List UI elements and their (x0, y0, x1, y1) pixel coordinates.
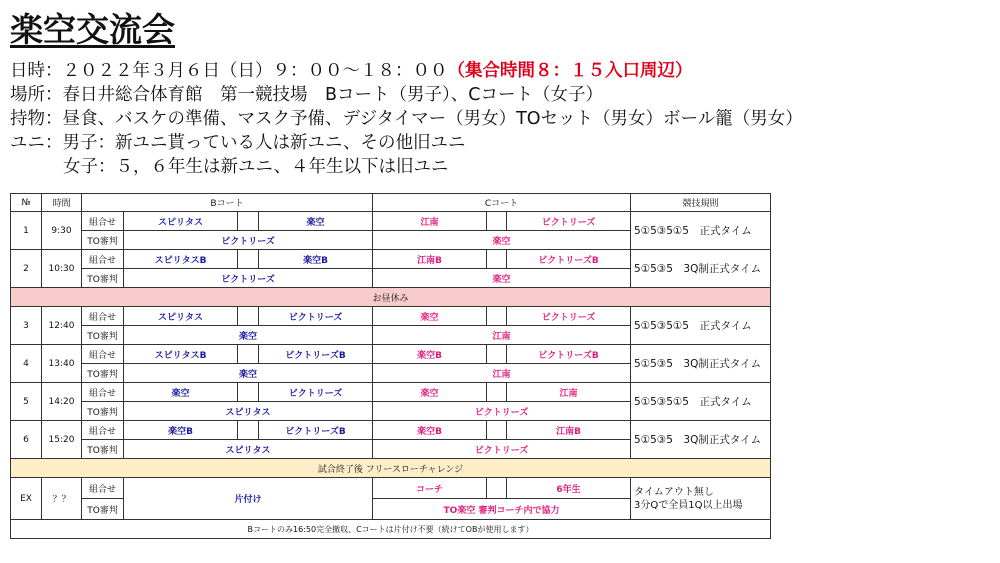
vs-spacer (238, 212, 259, 231)
c-court-to-team: ビクトリーズ (373, 402, 631, 421)
b-court-to-team: 楽空 (124, 364, 373, 383)
c-court-away-team: ビクトリーズB (507, 250, 631, 269)
match-label: 組合せ (82, 421, 124, 440)
page-title: 楽空交流会 (10, 10, 175, 49)
game-time: 10:30 (42, 250, 82, 288)
header-no: № (11, 194, 42, 212)
c-court-home-team: 楽空 (373, 383, 487, 402)
to-label: TO審判 (82, 326, 124, 345)
c-court-to-team: 江南 (373, 364, 631, 383)
c-court-to-team: ビクトリーズ (373, 440, 631, 459)
table-row (11, 383, 771, 402)
vs-spacer (238, 345, 259, 364)
table-row (11, 421, 771, 440)
vs-spacer (487, 345, 507, 364)
c-court-away-team: 6年生 (507, 478, 631, 499)
uniform-boys-line: ユニ：男子：新ユニ貰っている人は新ユニ、その他旧ユニ (10, 133, 466, 153)
b-court-home-team: 楽空B (124, 421, 238, 440)
header-c-court: Cコート (373, 194, 631, 212)
b-court-home-team: スピリタス (124, 212, 238, 231)
vs-spacer (238, 250, 259, 269)
lunch-break: お昼休み (11, 288, 771, 307)
items-line: 持物：昼食、バスケの準備、マスク予備、デジタイマー（男女）TOセット（男女）ボール籠（男女） (10, 109, 803, 129)
datetime-line (10, 60, 693, 82)
b-court-cleanup: 片付け (124, 478, 373, 520)
b-court-home-team: スピリタス (124, 307, 238, 326)
game-rules: 5①5③5 3Q制正式タイム (631, 345, 771, 383)
game-time: 15:20 (42, 421, 82, 459)
c-court-away-team: 江南B (507, 421, 631, 440)
schedule-table (10, 193, 771, 539)
c-court-to-team: TO楽空 審判コーチ内で協力 (373, 499, 631, 520)
gather-time-note: （集合時間８：１５入口周辺） (447, 61, 693, 81)
c-court-home-team: 楽空B (373, 345, 487, 364)
b-court-away-team: ビクトリーズ (259, 307, 373, 326)
b-court-to-team: スピリタス (124, 440, 373, 459)
c-court-away-team: ビクトリーズ (507, 307, 631, 326)
header-b-court: Bコート (82, 194, 373, 212)
game-number: EX (11, 478, 42, 520)
footer-row (11, 520, 771, 539)
table-row (11, 478, 771, 499)
place-line: 場所：春日井総合体育館 第一競技場 Bコート（男子）、Cコート（女子） (10, 85, 603, 105)
to-label: TO審判 (82, 499, 124, 520)
footer-note: Bコートのみ16:50完全撤収、Cコートは片付け不要（続けてOBが使用します） (11, 520, 771, 539)
to-label: TO審判 (82, 402, 124, 421)
c-court-home-team: コーチ (373, 478, 487, 499)
game-number: 3 (11, 307, 42, 345)
b-court-to-team: スピリタス (124, 402, 373, 421)
c-court-to-team: 楽空 (373, 231, 631, 250)
game-number: 4 (11, 345, 42, 383)
vs-spacer (238, 307, 259, 326)
game-number: 2 (11, 250, 42, 288)
datetime-label: 日時： (10, 61, 63, 81)
game-time: 13:40 (42, 345, 82, 383)
game-rules: 5①5③5 3Q制正式タイム (631, 421, 771, 459)
table-row (11, 345, 771, 364)
c-court-away-team: ビクトリーズ (507, 212, 631, 231)
to-label: TO審判 (82, 269, 124, 288)
game-number: 6 (11, 421, 42, 459)
b-court-to-team: ビクトリーズ (124, 231, 373, 250)
table-row (11, 307, 771, 326)
b-court-away-team: ビクトリーズB (259, 345, 373, 364)
game-time: ？？ (42, 478, 82, 520)
b-court-to-team: 楽空 (124, 326, 373, 345)
game-time: 14:20 (42, 383, 82, 421)
game-rules: 5①5③5①5 正式タイム (631, 212, 771, 250)
b-court-away-team: 楽空 (259, 212, 373, 231)
datetime-value: ２０２２年３月６日（日）９：００〜１８：００ (62, 61, 448, 81)
c-court-home-team: 江南 (373, 212, 487, 231)
match-label: 組合せ (82, 345, 124, 364)
c-court-away-team: 江南 (507, 383, 631, 402)
match-label: 組合せ (82, 212, 124, 231)
game-rules: 5①5③5①5 正式タイム (631, 383, 771, 421)
after-game-row (11, 459, 771, 478)
to-label: TO審判 (82, 364, 124, 383)
header-time: 時間 (42, 194, 82, 212)
vs-spacer (487, 383, 507, 402)
vs-spacer (238, 383, 259, 402)
game-time: 12:40 (42, 307, 82, 345)
ex-rules (631, 478, 771, 520)
lunch-break-row (11, 288, 771, 307)
uniform-girls-line: 女子：５，６年生は新ユニ、４年生以下は旧ユニ (63, 157, 449, 177)
b-court-home-team: スピリタスB (124, 250, 238, 269)
to-label: TO審判 (82, 440, 124, 459)
c-court-home-team: 楽空B (373, 421, 487, 440)
match-label: 組合せ (82, 478, 124, 499)
match-label: 組合せ (82, 307, 124, 326)
vs-spacer (487, 212, 507, 231)
c-court-home-team: 楽空 (373, 307, 487, 326)
b-court-home-team: 楽空 (124, 383, 238, 402)
b-court-away-team: ビクトリーズ (259, 383, 373, 402)
vs-spacer (238, 421, 259, 440)
header-rules: 競技規則 (631, 194, 771, 212)
vs-spacer (487, 250, 507, 269)
c-court-away-team: ビクトリーズB (507, 345, 631, 364)
vs-spacer (487, 421, 507, 440)
table-row (11, 212, 771, 231)
c-court-to-team: 楽空 (373, 269, 631, 288)
game-number: 1 (11, 212, 42, 250)
ex-rules-line: タイムアウト無し (634, 486, 714, 498)
game-rules: 5①5③5①5 正式タイム (631, 307, 771, 345)
match-label: 組合せ (82, 383, 124, 402)
table-row (11, 250, 771, 269)
b-court-away-team: 楽空B (259, 250, 373, 269)
game-time: 9:30 (42, 212, 82, 250)
ex-rules-line: 3分Qで全員1Q以上出場 (634, 499, 743, 511)
vs-spacer (487, 307, 507, 326)
b-court-to-team: ビクトリーズ (124, 269, 373, 288)
b-court-away-team: ビクトリーズB (259, 421, 373, 440)
game-rules: 5①5③5 3Q制正式タイム (631, 250, 771, 288)
game-number: 5 (11, 383, 42, 421)
table-header-row (11, 194, 771, 212)
c-court-to-team: 江南 (373, 326, 631, 345)
vs-spacer (487, 478, 507, 499)
to-label: TO審判 (82, 231, 124, 250)
free-throw-challenge: 試合終了後 フリースローチャレンジ (11, 459, 771, 478)
b-court-home-team: スピリタスB (124, 345, 238, 364)
c-court-home-team: 江南B (373, 250, 487, 269)
match-label: 組合せ (82, 250, 124, 269)
